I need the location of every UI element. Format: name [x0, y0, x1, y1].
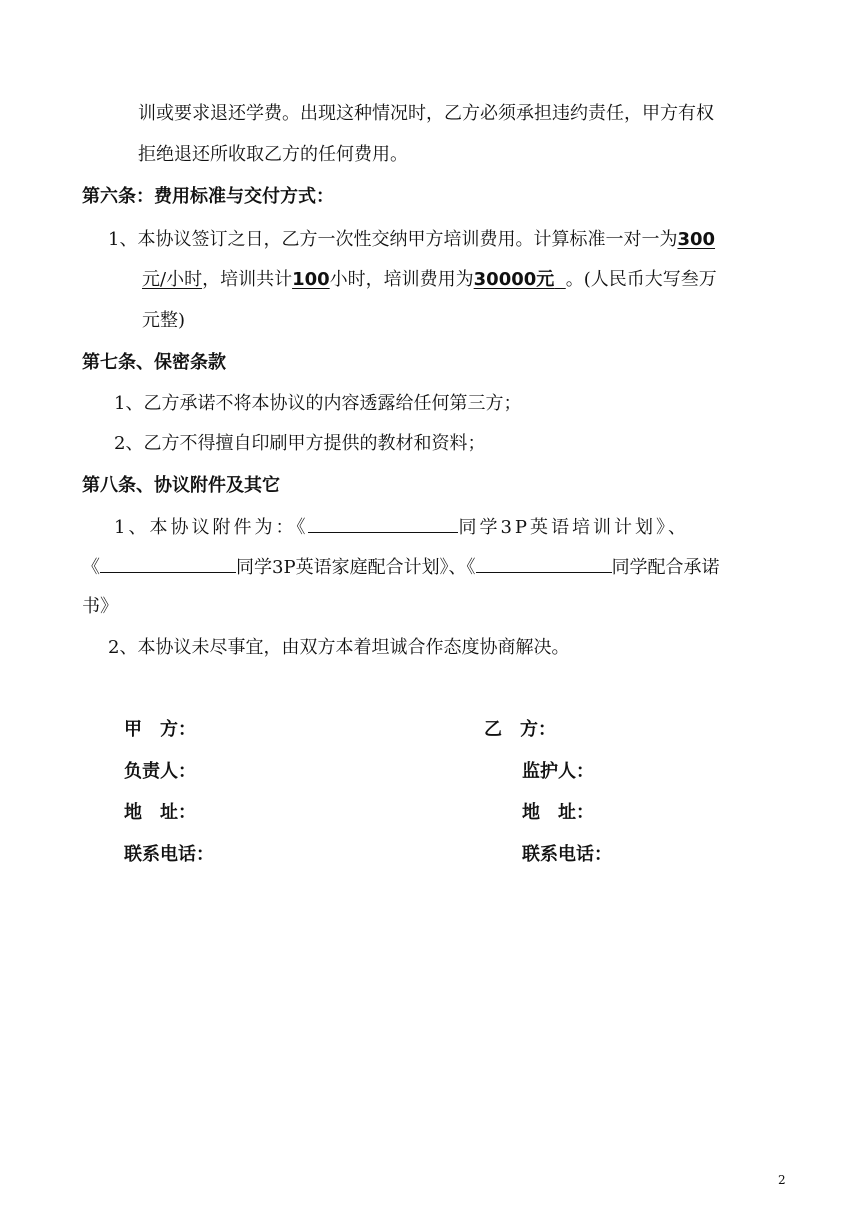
item-text: 1、本协议签订之日，乙方一次性交纳甲方培训费用。计算标准一对一为	[108, 229, 678, 250]
party-a-address-label: 地 址：	[124, 802, 196, 823]
rate-value: 300	[677, 229, 716, 250]
party-b-guardian-label: 监护人：	[522, 761, 594, 782]
family-plan-student-blank	[100, 554, 236, 573]
party-a-phone-label: 联系电话：	[124, 844, 214, 865]
party-a-label: 甲 方：	[124, 719, 196, 740]
item-text: 1、本协议附件为：《	[114, 517, 309, 538]
item-text: ，培训共计	[202, 269, 293, 290]
hours-value: 100	[292, 269, 330, 290]
article-8-item-1	[114, 514, 689, 540]
pledge-student-blank	[476, 554, 612, 573]
article-7-item-2: 2、乙方不得擅自印刷甲方提供的教材和资料；	[114, 433, 486, 454]
party-b-phone-label: 联系电话：	[522, 844, 612, 865]
article-6-item-1-end: 元整)	[142, 310, 186, 331]
paragraph-line: 拒绝退还所收取乙方的任何费用。	[138, 144, 408, 165]
article-7-item-1: 1、乙方承诺不将本协议的内容透露给任何第三方；	[114, 393, 522, 414]
page-number: 2	[778, 1173, 786, 1187]
plan-student-blank	[308, 514, 458, 533]
article-6-item-1-cont	[142, 268, 717, 292]
article-8-item-1-cont	[82, 554, 720, 580]
article-6-item-1	[108, 228, 715, 252]
article-8-item-2: 2、本协议未尽事宜，由双方本着坦诚合作态度协商解决。	[108, 637, 570, 658]
item-text: 。(人民币大写叁万	[565, 269, 717, 290]
item-text: 《	[82, 557, 100, 578]
rate-unit: 元/小时	[142, 269, 203, 290]
article-8-item-1-end: 书》	[82, 596, 118, 617]
party-a-person-label: 负责人：	[124, 761, 196, 782]
item-text: 同学3P英语家庭配合计划》、《	[236, 557, 476, 578]
total-fee: 30000元	[473, 269, 555, 290]
article-7-heading: 第七条、保密条款	[82, 352, 226, 373]
paragraph-line: 训或要求退还学费。出现这种情况时，乙方必须承担违约责任，甲方有权	[138, 103, 714, 124]
item-text: 同学配合承诺	[611, 557, 720, 578]
party-b-label: 乙 方：	[484, 719, 556, 740]
item-text: 同学3P英语培训计划》、	[458, 517, 690, 538]
article-8-heading: 第八条、协议附件及其它	[82, 475, 280, 496]
item-text: 小时，培训费用为	[329, 269, 474, 290]
article-6-heading: 第六条：费用标准与交付方式：	[82, 186, 334, 207]
party-b-address-label: 地 址：	[522, 802, 594, 823]
